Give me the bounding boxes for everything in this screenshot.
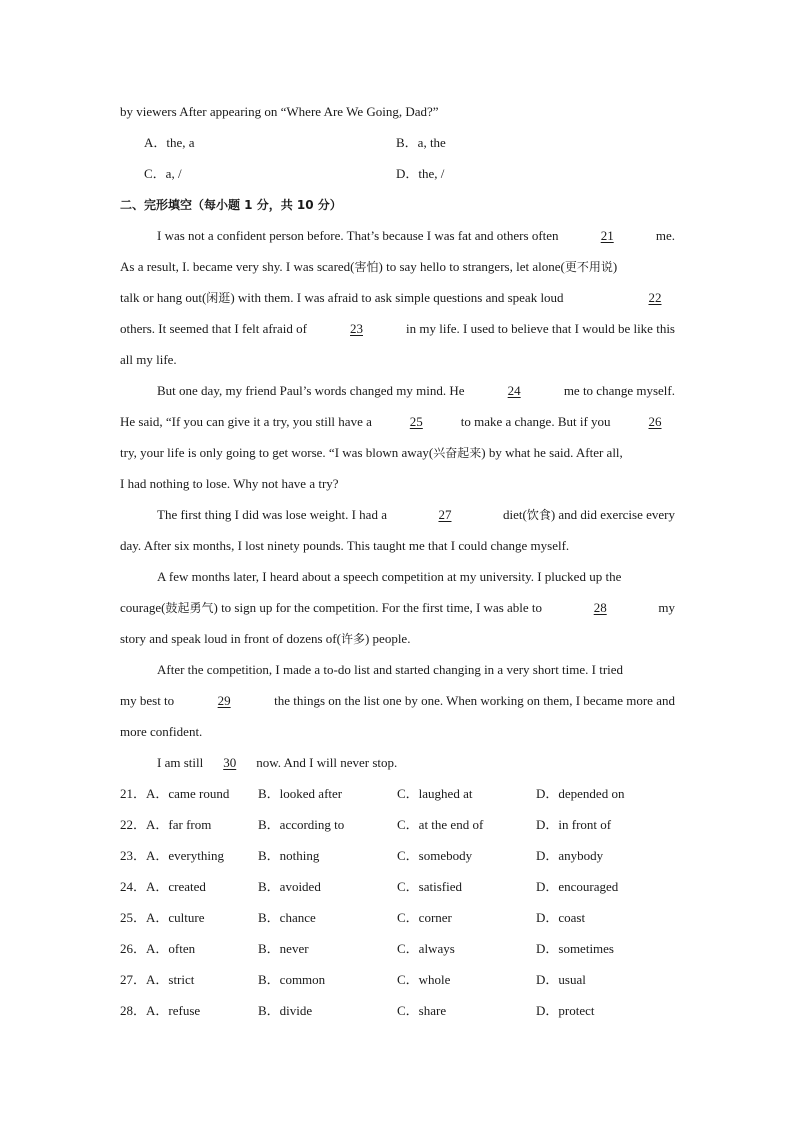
question-27	[120, 969, 675, 1000]
passage-line	[120, 597, 675, 628]
question-option-a: 28．A．refuse	[120, 1003, 201, 1018]
question-21	[120, 783, 675, 814]
text-segment: in my life. I used to believe that I would be like this	[406, 321, 675, 336]
question-option-a: 23．A．everything	[120, 848, 224, 863]
question-option-a: 27．A．strict	[120, 972, 195, 987]
passage-line: day. After six months, I lost ninety pounds. This taught me that I could change myself.	[120, 538, 570, 553]
passage-line: I had nothing to lose. Why not have a try?	[120, 476, 339, 491]
question-option-b: B．avoided	[258, 879, 321, 894]
chinese-gloss: 闲逛	[206, 291, 231, 305]
passage-line: A few months later, I heard about a speech competition at my university. I plucked up the	[157, 569, 622, 584]
question-option-b: B．nothing	[258, 848, 320, 863]
text-segment: ) to sign up for the competition. For the first time, I was able to	[213, 600, 543, 615]
question-option-c: C．at the end of	[397, 817, 484, 832]
question-option-c: C．laughed at	[397, 786, 473, 801]
question-option-d: D．in front of	[536, 817, 612, 832]
blank-28: 28	[593, 600, 607, 615]
passage-line: After the competition, I made a to-do list and started changing in a very short time. I tried	[157, 662, 624, 677]
question-option-d: D．protect	[536, 1003, 595, 1018]
question-option-c: C．share	[397, 1003, 447, 1018]
text-segment: to make a change. But if you	[460, 414, 611, 429]
passage-line	[120, 225, 675, 256]
text-segment: my best to	[120, 693, 175, 708]
blank-23: 23	[350, 321, 363, 336]
question-option-b: B．chance	[258, 910, 316, 925]
blank-30: 30	[223, 755, 237, 770]
passage-line: more confident.	[120, 724, 203, 739]
chinese-gloss: 更不用说	[564, 260, 613, 274]
question-option-b: B．common	[258, 972, 326, 987]
blank-24: 24	[507, 383, 521, 398]
question-28	[120, 1000, 675, 1031]
text-segment: ) and did exercise every	[550, 507, 675, 522]
text-segment: talk or hang out(	[120, 290, 207, 305]
blank-21: 21	[600, 228, 614, 243]
text-segment: the things on the list one by one. When working on them, I became more and	[274, 693, 675, 708]
passage-line: all my life.	[120, 352, 177, 367]
blank-22: 22	[648, 290, 662, 305]
previous-options-row-2	[120, 163, 675, 194]
question-option-a: 26．A．often	[120, 941, 196, 956]
question-option-c: C．always	[397, 941, 455, 956]
question-option-a: 22．A．far from	[120, 817, 212, 832]
question-option-a: 21．A．came round	[120, 786, 230, 801]
chinese-gloss: 许多	[340, 632, 365, 646]
text-segment: story and speak loud in front of dozens of(	[120, 631, 341, 646]
question-24	[120, 876, 675, 907]
question-22	[120, 814, 675, 845]
previous-question-stem	[120, 101, 675, 132]
question-23	[120, 845, 675, 876]
chinese-gloss: 兴奋起来	[433, 446, 482, 460]
text-segment: As a result, I. became very shy. I was scared(	[120, 259, 355, 274]
text-segment: But one day, my friend Paul’s words changed my mind. He	[157, 383, 465, 398]
blank-27: 27	[438, 507, 452, 522]
question-option-b: B．according to	[258, 817, 345, 832]
question-option-b: B．looked after	[258, 786, 343, 801]
question-option-c: C．whole	[397, 972, 451, 987]
text-segment: courage(	[120, 600, 166, 615]
passage-line	[120, 504, 675, 535]
text-segment: ) by what he said. After all,	[481, 445, 623, 460]
page-content	[120, 101, 675, 1031]
question-option-c: C．corner	[397, 910, 452, 925]
chinese-gloss: 鼓起勇气	[165, 601, 214, 615]
option-c: C．a, /	[144, 166, 182, 181]
question-option-d: D．sometimes	[536, 941, 614, 956]
text-segment: me.	[655, 228, 675, 243]
passage-line	[120, 752, 675, 783]
blank-29: 29	[217, 693, 231, 708]
passage-line	[120, 318, 675, 349]
text-segment: I was not a confident person before. That’s because I was fat and others often	[157, 228, 559, 243]
previous-options-row-1	[120, 132, 675, 163]
text-segment: )	[612, 259, 618, 274]
question-option-d: D．depended on	[536, 786, 625, 801]
passage-line	[120, 442, 675, 473]
blank-26: 26	[648, 414, 662, 429]
passage-line	[120, 287, 675, 318]
text-segment: diet(	[502, 507, 527, 522]
question-option-c: C．somebody	[397, 848, 473, 863]
text-segment: my	[658, 600, 675, 615]
passage-line	[120, 690, 675, 721]
passage-line	[120, 628, 675, 659]
passage-line	[120, 256, 675, 287]
chinese-gloss: 饮食	[526, 508, 551, 522]
chinese-gloss: 害怕	[354, 260, 379, 274]
question-option-c: C．satisfied	[397, 879, 462, 894]
question-option-a: 25．A．culture	[120, 910, 205, 925]
question-25	[120, 907, 675, 938]
question-option-a: 24．A．created	[120, 879, 206, 894]
section-title: 二、完形填空（每小题 1 分，共 10 分）	[120, 198, 342, 212]
text-segment: I am still	[157, 755, 204, 770]
text-segment: ) people.	[364, 631, 411, 646]
option-d: D．the, /	[396, 166, 445, 181]
question-option-d: D．encouraged	[536, 879, 619, 894]
question-option-d: D．usual	[536, 972, 586, 987]
stem-text: by viewers After appearing on “Where Are We Going, Dad?”	[120, 104, 439, 119]
text-segment: ) with them. I was afraid to ask simple questions and speak loud	[230, 290, 564, 305]
option-a: A．the, a	[144, 135, 195, 150]
passage-line	[120, 380, 675, 411]
passage-line	[120, 411, 675, 442]
blank-25: 25	[409, 414, 423, 429]
text-segment: He said, “If you can give it a try, you still have a	[120, 414, 372, 429]
question-option-b: B．never	[258, 941, 309, 956]
question-option-b: B．divide	[258, 1003, 313, 1018]
text-segment: try, your life is only going to get worse. “I was blown away(	[120, 445, 434, 460]
text-segment: me to change myself.	[563, 383, 675, 398]
question-option-d: D．coast	[536, 910, 586, 925]
question-26	[120, 938, 675, 969]
text-segment: The first thing I did was lose weight. I had a	[157, 507, 387, 522]
text-segment: others. It seemed that I felt afraid of	[120, 321, 307, 336]
text-segment: now. And I will never stop.	[256, 755, 398, 770]
question-option-d: D．anybody	[536, 848, 604, 863]
option-b: B．a, the	[396, 135, 446, 150]
text-segment: ) to say hello to strangers, let alone(	[378, 259, 565, 274]
